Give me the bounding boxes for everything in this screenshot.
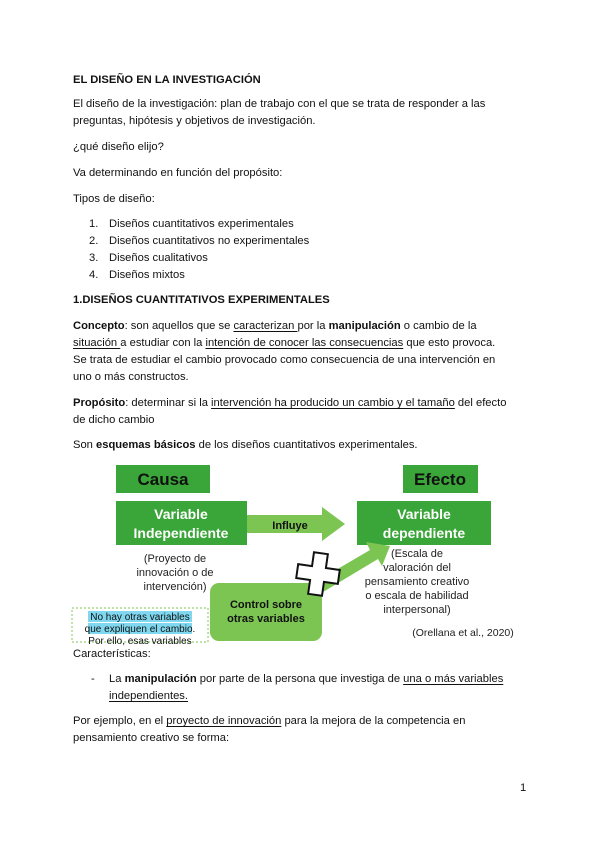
vi-note-line: (Proyecto de bbox=[143, 553, 207, 565]
control-line-2: otras variables bbox=[227, 613, 305, 625]
bullet-dash: - bbox=[91, 673, 95, 685]
text-run: : determinar si la bbox=[125, 397, 212, 409]
causa-label: Causa bbox=[137, 470, 189, 489]
concepto-line-2 bbox=[73, 335, 495, 352]
vd-note-line: o escala de habilidad bbox=[365, 590, 469, 602]
concepto-line-1 bbox=[73, 318, 477, 335]
list-item: Diseños cuantitativos experimentales bbox=[109, 218, 294, 230]
text-run: del efecto bbox=[454, 397, 507, 409]
efecto-label: Efecto bbox=[414, 470, 466, 489]
note-line: Por ello, esas variables bbox=[88, 636, 192, 646]
types-label: Tipos de diseño: bbox=[73, 193, 155, 205]
proposito-line-2: de dicho cambio bbox=[73, 414, 155, 426]
underlined-text: intención de conocer las consecuencias bbox=[205, 337, 404, 349]
text-run: Por ejemplo, en el bbox=[73, 715, 167, 727]
underlined-text: proyecto de innovación bbox=[166, 715, 282, 727]
dependent-variable-line-2: dependiente bbox=[382, 525, 466, 541]
bold-text: manipulación bbox=[328, 320, 401, 332]
concepto-line-4: uno o más constructos. bbox=[73, 371, 189, 383]
note-line: No hay otras variables bbox=[90, 612, 190, 623]
list-item: Diseños mixtos bbox=[109, 269, 185, 281]
control-box bbox=[210, 583, 322, 641]
text-run: por parte de la persona que investiga de bbox=[196, 673, 404, 685]
note-line: que expliquen el cambio. bbox=[84, 624, 196, 635]
independent-variable-line-2: Independiente bbox=[133, 525, 229, 541]
schemes-line bbox=[73, 437, 418, 454]
bullet-line-1 bbox=[109, 671, 503, 688]
example-line-2: pensamiento creativo se forma: bbox=[73, 732, 230, 744]
text-run: por la bbox=[297, 320, 329, 332]
list-item: Diseños cuantitativos no experimentales bbox=[109, 235, 310, 247]
question-text: ¿qué diseño elijo? bbox=[73, 141, 164, 153]
underlined-text: una o más variables bbox=[403, 673, 504, 685]
list-item: Diseños cualitativos bbox=[109, 252, 208, 264]
text-run: para la mejora de la competencia en bbox=[281, 715, 466, 727]
determining-text: Va determinando en función del propósito: bbox=[73, 167, 283, 179]
underlined-text: caracterizan bbox=[233, 320, 298, 332]
concepto-label: Concepto bbox=[73, 320, 125, 332]
text-run: La bbox=[109, 673, 125, 685]
underlined-text: intervención ha producido un cambio y el tamaño bbox=[211, 397, 455, 409]
list-item-number: 4. bbox=[89, 269, 99, 281]
list-item-number: 1. bbox=[89, 218, 99, 230]
vi-note-line: innovación o de bbox=[136, 567, 214, 579]
intro-line-2: preguntas, hipótesis y objetivos de investigación. bbox=[73, 115, 316, 127]
citation: (Orellana et al., 2020) bbox=[412, 627, 514, 639]
text-run: de los diseños cuantitativos experimentales. bbox=[195, 439, 418, 451]
text-run: Son bbox=[73, 439, 97, 451]
text-run: : son aquellos que se bbox=[124, 320, 234, 332]
experimental-design-diagram bbox=[70, 458, 530, 646]
caracteristicas-label: Características: bbox=[73, 648, 151, 660]
list-item-number: 2. bbox=[89, 235, 99, 247]
intro-line-1: El diseño de la investigación: plan de trabajo con el que se trata de responder a las bbox=[73, 98, 486, 110]
bold-text: manipulación bbox=[124, 673, 197, 685]
example-line-1 bbox=[73, 713, 465, 730]
section-heading: 1.DISEÑOS CUANTITATIVOS EXPERIMENTALES bbox=[73, 294, 330, 306]
proposito-line-1 bbox=[73, 395, 506, 412]
vd-note-line: valoración del bbox=[383, 562, 451, 574]
bold-text: esquemas básicos bbox=[96, 439, 196, 451]
page-title: EL DISEÑO EN LA INVESTIGACIÓN bbox=[73, 74, 261, 86]
vi-note-line: intervención) bbox=[143, 581, 207, 593]
vd-note-line: (Escala de bbox=[391, 548, 443, 560]
underlined-text: situación bbox=[73, 337, 121, 349]
list-item-number: 3. bbox=[89, 252, 99, 264]
dependent-variable-line-1: Variable bbox=[397, 506, 451, 522]
proposito-label: Propósito bbox=[73, 397, 126, 409]
text-run: a estudiar con la bbox=[120, 337, 206, 349]
independent-variable-line-1: Variable bbox=[154, 506, 208, 522]
text-run: o cambio de la bbox=[400, 320, 477, 332]
bullet-line-2: independientes. bbox=[109, 690, 189, 702]
influye-label: Influye bbox=[272, 520, 308, 532]
concepto-line-3: Se trata de estudiar el cambio provocado como consecuencia de una intervención en bbox=[73, 354, 496, 366]
control-line-1: Control sobre bbox=[229, 599, 303, 611]
text-run: que esto provoca. bbox=[403, 337, 496, 349]
vd-note-line: interpersonal) bbox=[383, 604, 451, 616]
page-number: 1 bbox=[520, 782, 527, 794]
vd-note-line: pensamiento creativo bbox=[364, 576, 470, 588]
